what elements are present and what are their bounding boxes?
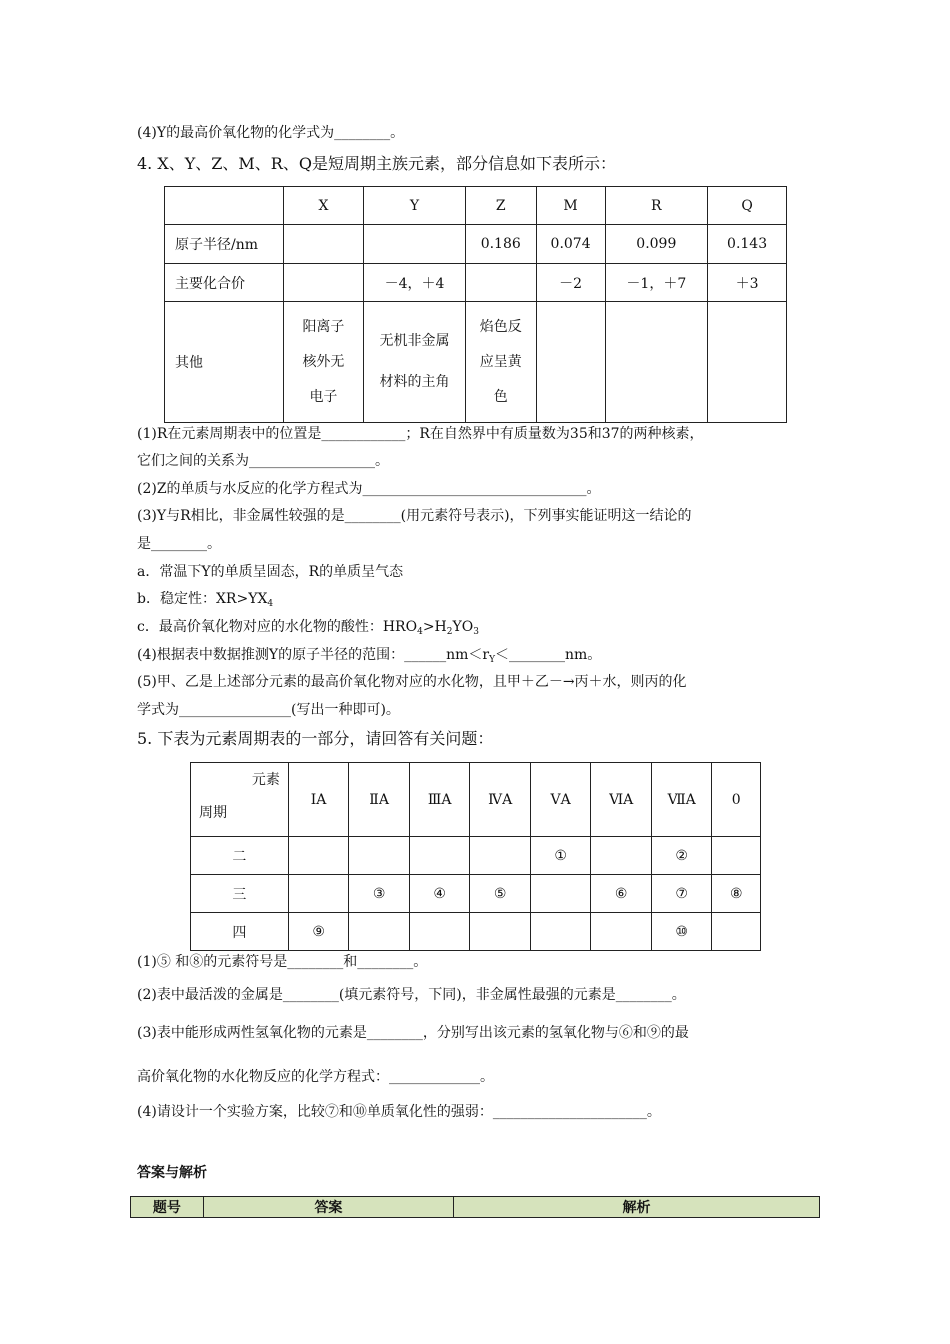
table-cell — [470, 913, 531, 951]
table-cell: ⑤ — [470, 875, 531, 913]
row-label: 原子半径/nm — [165, 225, 284, 264]
table-cell — [283, 225, 364, 264]
cell-line: 材料的主角 — [379, 374, 450, 390]
q4-option-a: a．常温下Y的单质呈固态，R的单质呈气态 — [137, 564, 404, 580]
subscript: Y — [489, 655, 496, 665]
table-cell: ④ — [409, 875, 470, 913]
part-text: ＜________nm。 — [495, 647, 602, 663]
group-header: ⅡA — [349, 763, 410, 837]
table-cell — [536, 302, 605, 423]
table-cell: ② — [651, 837, 712, 875]
table-cell: ＋3 — [708, 264, 787, 302]
q4-part3b: 是________。 — [137, 536, 221, 552]
table-cell — [712, 913, 761, 951]
header-cell: 答案 — [203, 1197, 453, 1218]
header-cell: R — [605, 187, 708, 225]
table-header-row — [165, 187, 787, 225]
z-other-cell — [465, 302, 536, 423]
option-text: >H — [422, 619, 447, 635]
table-cell: ⑧ — [712, 875, 761, 913]
group-header: ⅣA — [470, 763, 531, 837]
subscript: 3 — [473, 627, 479, 637]
table-row — [165, 264, 787, 302]
corner-cell — [191, 763, 289, 837]
table-cell — [288, 837, 349, 875]
table-cell — [470, 837, 531, 875]
group-header: ⅦA — [651, 763, 712, 837]
cell-line: 焰色反 — [479, 318, 522, 335]
row-label: 主要化合价 — [165, 264, 284, 302]
answers-heading: 答案与解析 — [137, 1165, 207, 1181]
q5-part1: (1)⑤ 和⑧的元素符号是________和________。 — [137, 954, 428, 970]
header-cell: 解析 — [454, 1197, 820, 1218]
table-cell: ⑥ — [591, 875, 652, 913]
table-cell — [409, 913, 470, 951]
table-cell — [712, 837, 761, 875]
table-cell: 0.099 — [605, 225, 708, 264]
table-row — [165, 225, 787, 264]
period-label: 四 — [191, 913, 289, 951]
table-cell — [349, 837, 410, 875]
subscript: 2 — [446, 627, 453, 637]
period-label: 二 — [191, 837, 289, 875]
table-cell — [591, 837, 652, 875]
q5-part3b: 高价氧化物的水化物反应的化学方程式：_____________。 — [137, 1069, 494, 1085]
corner-top-label: 元素 — [251, 772, 280, 788]
row-label: 其他 — [165, 302, 284, 423]
table-cell: 0.143 — [708, 225, 787, 264]
header-cell: X — [283, 187, 364, 225]
y-other-cell — [364, 302, 466, 423]
table-header-row — [191, 763, 761, 837]
q4-part1a: (1)R在元素周期表中的位置是____________；R在自然界中有质量数为35和37的两种核素， — [137, 426, 704, 442]
table-cell: ③ — [349, 875, 410, 913]
q4-part3a: (3)Y与R相比，非金属性较强的是________(用元素符号表示)，下列事实能证明这一结论的 — [137, 508, 692, 524]
table-cell — [591, 913, 652, 951]
table-cell — [283, 264, 364, 302]
cell-line: 核外无 — [302, 353, 345, 370]
q4-part5b: 学式为________________(写出一种即可)。 — [137, 702, 400, 718]
header-cell — [165, 187, 284, 225]
q5-periodic-table — [190, 762, 761, 951]
table-cell: －1，＋7 — [605, 264, 708, 302]
table-cell: ⑩ — [651, 913, 712, 951]
q5-part3a: (3)表中能形成两性氢氧化物的元素是________，分别写出该元素的氢氧化物与⑥和⑨的最 — [137, 1025, 689, 1041]
table-cell — [409, 837, 470, 875]
q4-element-table — [164, 186, 787, 423]
table-cell — [708, 302, 787, 423]
table-cell — [364, 225, 466, 264]
q4-part2: (2)Z的单质与水反应的化学方程式为________________________________。 — [137, 481, 601, 497]
q4-part1b: 它们之间的关系为__________________。 — [137, 453, 389, 469]
x-other-cell — [283, 302, 364, 423]
cell-line: 应呈黄 — [479, 353, 522, 370]
period-row — [191, 913, 761, 951]
table-cell: ⑦ — [651, 875, 712, 913]
subscript: 4 — [417, 627, 423, 637]
answers-header-row — [131, 1197, 820, 1218]
table-cell — [530, 875, 591, 913]
header-cell: 题号 — [131, 1197, 204, 1218]
table-cell: －2 — [536, 264, 605, 302]
q4-option-b — [137, 589, 273, 614]
table-cell — [288, 875, 349, 913]
cell-line: 无机非金属 — [379, 333, 450, 349]
q4-part4 — [137, 645, 601, 670]
table-cell: ⑨ — [288, 913, 349, 951]
header-cell: Y — [364, 187, 466, 225]
group-header: ⅠA — [288, 763, 349, 837]
header-cell: Z — [465, 187, 536, 225]
table-cell: 0.074 — [536, 225, 605, 264]
answers-table — [130, 1196, 820, 1218]
q5-part2: (2)表中最活泼的金属是________(填元素符号，下同)，非金属性最强的元素是________。 — [137, 987, 686, 1003]
table-cell: 0.186 — [465, 225, 536, 264]
table-cell: －4，＋4 — [364, 264, 466, 302]
header-cell: M — [536, 187, 605, 225]
subscript: 4 — [267, 599, 274, 609]
q5-part4: (4)请设计一个实验方案，比较⑦和⑩单质氧化性的强弱：______________________。 — [137, 1104, 661, 1120]
group-header: 0 — [712, 763, 761, 837]
cell-line: 阳离子 — [302, 318, 345, 335]
option-text: YO — [452, 619, 474, 635]
corner-bottom-label: 周期 — [199, 805, 227, 821]
q4-title: 4. X、Y、Z、M、R、Q是短周期主族元素，部分信息如下表所示： — [137, 154, 616, 173]
table-cell: ① — [530, 837, 591, 875]
header-cell: Q — [708, 187, 787, 225]
option-text: b．稳定性：XR>YX — [137, 591, 268, 607]
table-row-other — [165, 302, 787, 423]
option-text: c．最高价氧化物对应的水化物的酸性：HRO — [137, 619, 418, 635]
table-cell — [530, 913, 591, 951]
part-text: (4)根据表中数据推测Y的原子半径的范围：______nm＜r — [137, 647, 490, 663]
group-header: ⅢA — [409, 763, 470, 837]
cell-line: 电子 — [309, 388, 338, 405]
table-cell — [465, 264, 536, 302]
q3-part4: (4)Y的最高价氧化物的化学式为________。 — [137, 125, 405, 141]
group-header: ⅥA — [591, 763, 652, 837]
table-cell — [605, 302, 708, 423]
period-label: 三 — [191, 875, 289, 913]
q5-title: 5. 下表为元素周期表的一部分，请回答有关问题： — [137, 729, 494, 748]
table-cell — [349, 913, 410, 951]
cell-line: 色 — [493, 388, 508, 405]
q4-part5a: (5)甲、乙是上述部分元素的最高价氧化物对应的水化物，且甲＋乙－→丙＋水，则丙的化 — [137, 674, 687, 690]
q4-option-c — [137, 617, 479, 642]
period-row — [191, 837, 761, 875]
period-row — [191, 875, 761, 913]
group-header: ⅤA — [530, 763, 591, 837]
